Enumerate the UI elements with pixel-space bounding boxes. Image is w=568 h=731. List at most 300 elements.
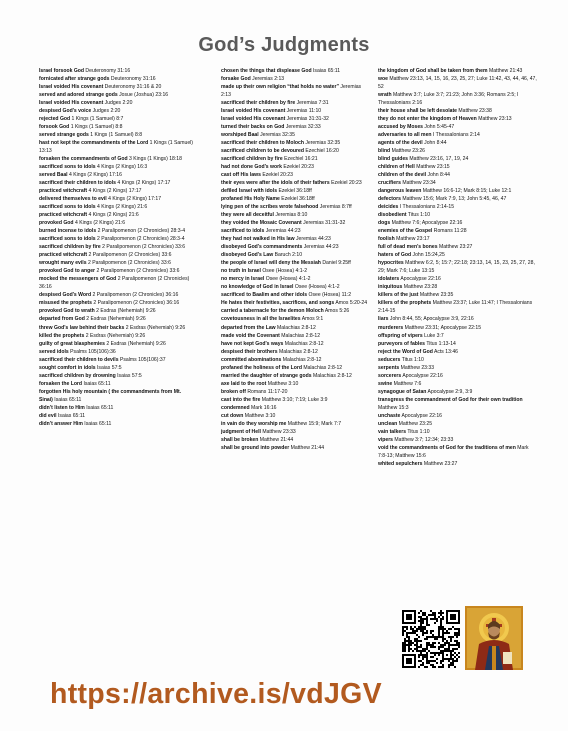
scripture-reference: 4 Kings (2 Kings) 21:6	[95, 204, 148, 211]
judgment-entry	[378, 251, 538, 259]
judgment-entry	[378, 340, 538, 348]
judgment-phrase: didn’t answer Him	[39, 420, 83, 427]
judgment-entry	[378, 356, 538, 364]
judgment-entry	[39, 171, 193, 179]
scripture-reference: Mark 7:8-13; Matthew 15:6	[378, 444, 529, 459]
judgment-phrase: no mercy in Israel	[221, 276, 265, 283]
judgment-entry	[221, 235, 368, 243]
scripture-reference: 2 Paralipomenon (2 Chronicles) 36:16	[91, 300, 180, 307]
scripture-reference: Isaias 65:11	[82, 420, 112, 427]
judgment-entry	[378, 187, 538, 195]
judgment-entry	[39, 83, 193, 91]
scripture-reference: 2 Paralipomenon (2 Chronicles) 33:6	[86, 260, 171, 267]
judgment-entry	[221, 259, 368, 267]
scripture-reference: Deuteronomy 31:16	[109, 76, 156, 83]
judgment-phrase: crucifiers	[378, 180, 401, 187]
judgment-phrase: practiced witchcraft	[39, 252, 88, 259]
judgment-phrase: He hates their festivities, sacrifices, and songs	[221, 300, 335, 307]
judgment-phrase: practiced witchcraft	[39, 188, 88, 195]
judgment-phrase: they do not enter the kingdom of Heaven	[378, 116, 477, 123]
judgment-phrase: Israel forsook God	[39, 68, 85, 74]
scripture-reference: Matthew 15:6; Mark 7:9, 13; John 5:45, 46, 47	[400, 196, 507, 203]
judgment-entry	[221, 380, 368, 388]
scripture-reference: Jeremias 44:23	[294, 236, 331, 243]
scripture-reference: Matthew 7:6	[392, 380, 422, 387]
judgment-phrase: idolaters	[378, 276, 400, 283]
judgment-entry	[221, 195, 368, 203]
scripture-reference: Matthew 23:26	[390, 148, 425, 155]
judgment-phrase: had not done God’s work	[221, 164, 282, 171]
judgment-phrase: serpents	[378, 364, 400, 371]
judgment-phrase: departed from the Law	[221, 324, 276, 331]
scripture-reference: Matthew 3:10	[243, 412, 276, 419]
judgment-entry	[378, 380, 538, 388]
judgment-entry	[39, 340, 193, 348]
judgment-entry	[39, 99, 193, 107]
judgment-phrase: profaned the holiness of the Lord	[221, 364, 302, 371]
judgment-phrase: agents of the devil	[378, 140, 423, 147]
judgment-entry	[221, 348, 368, 356]
qr-code-icon	[402, 610, 460, 668]
judgment-phrase: misused the prophets	[39, 300, 92, 307]
judgment-phrase: unchaste	[378, 412, 401, 419]
judgment-phrase: served strange gods	[39, 132, 89, 139]
judgment-entry	[378, 283, 538, 291]
scripture-reference: Matthew 23:37; Luke 11:47; I Thessalonians 2:14-15	[378, 300, 533, 315]
scripture-reference: Psalms 105(106):36	[68, 348, 116, 355]
judgment-entry	[221, 227, 368, 235]
scripture-reference: Deuteronomy 31:16 & 20	[103, 84, 162, 91]
judgment-phrase: adversaries to all men	[378, 132, 432, 139]
judgment-entry	[39, 380, 193, 388]
judgment-phrase: vain talkers	[378, 428, 407, 435]
judgment-phrase: delivered themselves to evil	[39, 196, 107, 203]
column-3	[378, 67, 538, 468]
judgment-entry	[221, 83, 368, 99]
judgment-entry	[221, 147, 368, 155]
judgment-entry	[378, 219, 538, 227]
column-2	[221, 67, 368, 452]
scripture-reference: Deuteronomy 31:16	[84, 68, 131, 74]
judgment-entry	[39, 115, 193, 123]
scripture-reference: 2 Esdras (Nehemiah) 9:26	[124, 324, 186, 331]
scripture-reference: Apocalypse 22:16	[399, 276, 441, 283]
judgment-phrase: sorcerers	[378, 372, 402, 379]
scripture-reference: Osee (Hosea) 4:1-2	[264, 276, 311, 283]
judgment-entry	[221, 171, 368, 179]
judgment-phrase: hypocrites	[378, 260, 404, 267]
judgment-entry	[39, 227, 193, 235]
judgment-phrase: dogs	[378, 220, 391, 227]
judgment-entry	[39, 91, 193, 99]
scripture-reference: 4 Kings (2 Kings) 17:17	[106, 196, 162, 203]
scripture-reference: John 8:44	[422, 140, 447, 147]
judgment-phrase: served idols	[39, 348, 69, 355]
judgment-phrase: no truth in Israel	[221, 268, 261, 275]
scripture-reference: Jeremias 8:10	[273, 212, 308, 219]
judgment-entry	[378, 412, 538, 420]
judgment-entry	[221, 203, 368, 211]
scripture-reference: Josue (Joshua) 23:16	[117, 92, 169, 99]
judgment-entry	[221, 219, 368, 227]
judgment-phrase: sacrificed children by fire	[221, 156, 283, 163]
judgment-phrase: sacrificed to idols	[221, 228, 265, 235]
scripture-reference: Psalms 105(106):37	[118, 356, 166, 363]
scripture-reference: Titus 1:10	[406, 428, 430, 435]
judgment-phrase: defectors	[378, 196, 401, 203]
judgment-phrase: did evil	[39, 412, 57, 419]
judgment-entry	[378, 131, 538, 139]
scripture-reference: Amos 9:1	[300, 316, 324, 323]
judgment-entry	[221, 163, 368, 171]
scripture-reference: Isaias 65:11	[82, 380, 111, 387]
judgment-entry	[378, 243, 538, 251]
judgment-phrase: forsaken the commandments of God	[39, 156, 128, 163]
scripture-reference: Jeremias 32:35	[258, 132, 295, 139]
scripture-reference: Matthew 15:9; Mark 7:7	[286, 420, 342, 427]
judgment-entry	[39, 123, 193, 131]
judgment-phrase: enemies of the Gospel	[378, 228, 433, 235]
judgment-entry	[221, 107, 368, 115]
scripture-reference: Titus 1:10	[406, 212, 431, 219]
judgment-phrase: have not kept God’s ways	[221, 340, 284, 347]
judgment-phrase: sacrificed sons to idols	[39, 204, 96, 211]
judgment-phrase: Israel voided His covenant	[39, 100, 104, 107]
judgment-phrase: Israel voided His covenant	[221, 108, 286, 115]
scripture-reference: 2 Esdras (Nehemiah) 9:26	[94, 308, 156, 315]
judgment-phrase: wrath	[378, 92, 392, 99]
scripture-reference: 2 Paralipomenon (2 Chronicles) 33:6	[95, 268, 180, 275]
scripture-reference: Matthew 23:27	[422, 460, 458, 467]
judgment-entry	[39, 163, 193, 171]
judgment-entry	[221, 115, 368, 123]
judgment-phrase: disobedient	[378, 212, 407, 219]
scripture-reference: Matthew 16:6-12; Mark 8:15; Luke 12:1	[421, 188, 512, 195]
judgment-phrase: sacrificed sons to idols	[39, 164, 96, 171]
scripture-reference: 2 Paralipomenon (2 Chronicles) 36:16	[91, 292, 179, 299]
judgment-entry	[221, 315, 368, 323]
scripture-reference: Titus 1:10	[400, 356, 424, 363]
judgment-entry	[378, 388, 538, 396]
judgment-phrase: their eyes were after the idols of their fathers	[221, 180, 330, 187]
judgment-entry	[39, 420, 193, 428]
scripture-reference: John 15:24,25	[411, 252, 445, 259]
judgment-entry	[39, 332, 193, 340]
judgment-phrase: liars	[378, 316, 389, 323]
judgment-entry	[378, 171, 538, 179]
judgment-entry	[221, 372, 368, 380]
judgment-phrase: they had not walked in His law	[221, 236, 295, 243]
judgment-phrase: served and adored strange gods	[39, 92, 118, 99]
judgment-entry	[378, 291, 538, 299]
judgment-entry	[39, 307, 193, 315]
judgment-entry	[39, 75, 193, 83]
judgment-phrase: whited sepulchers	[378, 460, 423, 467]
scripture-reference: Jeremias 32:35	[303, 140, 341, 147]
judgment-entry	[378, 315, 538, 323]
judgment-phrase: children of the devil	[378, 172, 427, 179]
scripture-reference: 1 Kings (1 Samuel) 13:13	[39, 140, 193, 155]
judgment-entry	[378, 428, 538, 436]
scripture-reference: Ezekiel 20:23	[281, 164, 314, 171]
judgment-entry	[39, 324, 193, 332]
scripture-reference: Malachias 2:8-12	[301, 364, 343, 371]
judgment-entry	[39, 275, 193, 291]
judgment-phrase: haters of God	[378, 252, 412, 259]
judgment-entry	[378, 75, 538, 91]
scripture-reference: I Thessalonians 2:14-15	[398, 204, 455, 211]
judgment-phrase: departed from God	[39, 316, 85, 323]
scripture-reference: Acts 13:46	[432, 348, 459, 355]
scripture-reference: Malachias 2:8-12	[311, 372, 352, 379]
scripture-reference: Osee (Hosea) 4:1-2	[293, 284, 340, 291]
scripture-reference: Jeremias 2:13	[250, 76, 285, 83]
judgment-entry	[221, 436, 368, 444]
archive-url-link[interactable]: https://archive.is/vdJGV	[50, 678, 382, 710]
judgment-entry	[39, 203, 193, 211]
scripture-reference: Matthew 23:25	[397, 420, 433, 427]
judgment-phrase: burned incense to idols	[39, 228, 97, 235]
scripture-reference: 2 Paralipomenon (2 Chronicles) 33:6	[100, 244, 186, 251]
scripture-reference: I Thessalonians 2:14	[431, 132, 480, 139]
judgment-entry	[39, 219, 193, 227]
judgment-entry	[39, 155, 193, 163]
judgment-entry	[378, 115, 538, 123]
judgment-entry	[39, 107, 193, 115]
scripture-reference: Isaias 57:5	[95, 364, 122, 371]
judgment-phrase: transgress the commandment of God for their own tradition	[378, 396, 523, 403]
scripture-reference: John 8:44, 55; Apocalypse 3:9, 22:16	[388, 316, 474, 323]
judgment-phrase: reject the Word of God	[378, 348, 433, 355]
judgment-phrase: judgment of Hell	[221, 428, 261, 435]
judgment-entry	[39, 267, 193, 275]
scripture-reference: 4 Kings (2 Kings) 17:17	[116, 180, 171, 187]
judgment-phrase: sacrificed children by fire	[39, 244, 101, 251]
scripture-reference: Amos 5:20-24	[334, 300, 368, 307]
judgment-phrase: hast not kept the commandments of the Lord	[39, 140, 149, 147]
scripture-reference: 2 Paralipomenon (2 Chronicles) 36:16	[39, 276, 190, 291]
judgment-entry	[221, 123, 368, 131]
judgment-phrase: blind guides	[378, 156, 408, 163]
judgment-entry	[378, 324, 538, 332]
judgment-phrase: void the commandments of God for the traditions of men	[378, 444, 516, 451]
scripture-reference: Isaias 65:11	[52, 396, 82, 403]
judgment-entry	[39, 404, 193, 412]
judgment-phrase: made up their own religion “that holds no water”	[221, 84, 340, 91]
scripture-reference: Jeremias 7:31	[295, 100, 329, 107]
judgment-entry	[39, 131, 193, 139]
judgment-phrase: sacrificed their children to devils	[39, 356, 119, 363]
scripture-reference: 4 Kings (2 Kings) 17:17	[87, 188, 142, 195]
judgment-phrase: despised their brothers	[221, 348, 278, 355]
judgment-phrase: married the daughter of strange gods	[221, 372, 312, 379]
judgment-phrase: Israel voided His covenant	[39, 84, 104, 91]
scripture-reference: Titus 1:13-14	[425, 340, 456, 347]
judgment-phrase: children of Hell	[378, 164, 415, 171]
scripture-reference: Matthew 23:34	[400, 180, 436, 187]
judgment-entry	[39, 372, 193, 380]
judgment-entry	[39, 412, 193, 420]
judgment-phrase: made void the Covenant	[221, 332, 280, 339]
judgment-phrase: unclean	[378, 420, 398, 427]
scripture-reference: Matthew 3:10	[266, 380, 299, 387]
judgment-entry	[378, 275, 538, 283]
judgment-entry	[378, 67, 538, 75]
judgment-phrase: forsaken the Lord	[39, 380, 83, 387]
judgment-entry	[378, 299, 538, 315]
judgment-phrase: covetousness in all the Israelites	[221, 316, 301, 323]
judgment-entry	[378, 364, 538, 372]
judgment-entry	[39, 139, 193, 155]
judgment-phrase: turned their backs on God	[221, 124, 285, 131]
judgment-entry	[39, 299, 193, 307]
scripture-reference: 2 Esdras (Nehemiah) 9:26	[104, 340, 166, 347]
judgment-phrase: swine	[378, 380, 393, 387]
judgment-entry	[221, 155, 368, 163]
judgment-phrase: foolish	[378, 236, 395, 243]
judgment-entry	[39, 251, 193, 259]
judgment-entry	[221, 307, 368, 315]
scripture-reference: Jeremias 31:31-32	[301, 220, 346, 227]
judgment-entry	[39, 388, 193, 404]
judgment-entry	[39, 195, 193, 203]
judgment-phrase: shall be ground into powder	[221, 444, 290, 451]
judgment-phrase: mocked the messengers of God	[39, 276, 117, 283]
judgment-phrase: forsake God	[221, 76, 251, 83]
judgment-entry	[221, 251, 368, 259]
judgment-phrase: provoked God to anger	[39, 268, 96, 275]
scripture-reference: Osee (Hosea) 4:1-2	[260, 268, 308, 275]
judgment-phrase: sacrificed sons to idols	[39, 236, 96, 243]
judgment-entry	[221, 324, 368, 332]
judgment-phrase: broken off	[221, 388, 246, 395]
judgment-entry	[378, 460, 538, 468]
judgment-phrase: threw God’s law behind their backs	[39, 324, 125, 331]
judgment-entry	[378, 139, 538, 147]
judgment-entry	[378, 195, 538, 203]
scripture-reference: Isaias 65:11	[56, 412, 86, 419]
judgment-phrase: killers of the prophets	[378, 300, 432, 307]
judgment-phrase: carried a tabernacle for the demon Moloch	[221, 308, 324, 315]
judgment-phrase: cast into the fire	[221, 396, 261, 403]
judgment-entry	[221, 396, 368, 404]
judgment-entry	[221, 75, 368, 83]
judgment-phrase: in vain do they worship me	[221, 420, 287, 427]
judgment-phrase: rejected God	[39, 116, 71, 123]
scripture-reference: Matthew 23:13, 14, 15, 16, 23, 25, 27; Luke 11:42, 43, 44, 46, 47, 52	[378, 76, 537, 91]
scripture-reference: John 5:45-47	[423, 124, 455, 131]
judgment-phrase: they voided the Mosaic Covenant	[221, 220, 302, 227]
scripture-reference: Malachias 2:8-12	[277, 348, 318, 355]
scripture-reference: Jeremias 11:10	[285, 108, 322, 115]
scripture-reference: 3 Kings (1 Kings) 18:18	[127, 156, 182, 163]
judgment-phrase: purveyors of fables	[378, 340, 425, 347]
scripture-reference: Isaias 57:5	[115, 372, 142, 379]
judgment-phrase: full of dead men’s bones	[378, 244, 438, 251]
judgment-entry	[221, 243, 368, 251]
scripture-reference: 1 Kings (1 Samuel) 8:7	[70, 116, 124, 123]
scripture-reference: Amos 5:26	[323, 308, 350, 315]
judgment-entry	[221, 388, 368, 396]
judgment-phrase: sacrificed children by drowning	[39, 372, 116, 379]
judgment-entry	[39, 67, 193, 75]
judgment-phrase: sought comfort in idols	[39, 364, 96, 371]
scripture-reference: Malachias 2:8-12	[281, 356, 322, 363]
judgment-phrase: offspring of vipers	[378, 332, 423, 339]
scripture-reference: Ezekiel 20:23	[329, 180, 362, 187]
judgment-entry	[221, 291, 368, 299]
judgment-entry	[39, 235, 193, 243]
scripture-reference: Malachias 2:8-12	[283, 340, 324, 347]
judgment-phrase: didn’t listen to Him	[39, 404, 85, 411]
judgment-entry	[221, 404, 368, 412]
scripture-reference: Isaias 65:11	[311, 68, 341, 74]
religious-icon	[465, 606, 523, 670]
judgment-phrase: condemned	[221, 404, 250, 411]
scripture-reference: Matthew 23:38	[456, 108, 492, 115]
judgment-entry	[221, 332, 368, 340]
scripture-reference: 1 Kings (1 Samuel) 8:8	[88, 132, 143, 139]
scripture-reference: 2 Esdras (Nehemiah) 9:26	[84, 332, 146, 339]
scripture-reference: 2 Paralipomenon (2 Chronicles) 28:3-4	[96, 228, 186, 235]
judgment-entry	[221, 67, 368, 75]
judgment-entry	[39, 315, 193, 323]
scripture-reference: Matthew 23:16, 17, 19, 24	[408, 156, 469, 163]
judgment-entry	[221, 187, 368, 195]
judgment-phrase: served Baal	[39, 172, 68, 179]
judgment-phrase: axe laid to the root	[221, 380, 267, 387]
judgment-phrase: murderers	[378, 324, 404, 331]
scripture-reference: Matthew 7:6; Apocalypse 22:16	[390, 220, 463, 227]
scripture-reference: 4 Kings (2 Kings) 21:6	[73, 220, 126, 227]
judgment-entry	[221, 211, 368, 219]
judgment-entry	[221, 275, 368, 283]
judgment-phrase: lying pen of the scribes wrote falsehood	[221, 204, 319, 211]
judgment-phrase: provoked God	[39, 220, 74, 227]
judgment-phrase: worshiped Baal	[221, 132, 259, 139]
scripture-reference: Jeremias 2:13	[221, 84, 362, 99]
judgment-phrase: disobeyed God’s Law	[221, 252, 274, 259]
judgment-entry	[378, 91, 538, 107]
judgment-phrase: sacrificed to Baalim and other idols	[221, 292, 308, 299]
judgment-phrase: the people of Israel will deny the Messiah	[221, 260, 321, 267]
judgment-entry	[221, 131, 368, 139]
scripture-reference: Jeremias 8:7ff	[318, 204, 352, 211]
judgment-phrase: shall be broken	[221, 436, 259, 443]
judgment-entry	[39, 259, 193, 267]
judgment-phrase: accused by Moses	[378, 124, 424, 131]
judgment-phrase: woe	[378, 76, 388, 83]
scripture-reference: Malachias 2:8-12	[275, 324, 316, 331]
scripture-reference: Matthew 23:17	[394, 236, 430, 243]
judgment-entry	[221, 412, 368, 420]
judgment-phrase: killed the prophets	[39, 332, 85, 339]
scripture-reference: 1 Kings (1 Samuel) 8:8	[69, 124, 123, 131]
judgment-entry	[221, 364, 368, 372]
judgment-entry	[378, 259, 538, 275]
judgment-entry	[378, 420, 538, 428]
judgment-entry	[378, 332, 538, 340]
judgment-phrase: forgotten His holy mountain ( the commandments from Mt. Sinai)	[39, 388, 182, 403]
judgment-entry	[378, 348, 538, 356]
judgment-phrase: committed abominations	[221, 356, 282, 363]
scripture-reference: Matthew 21:44	[289, 444, 325, 451]
scripture-reference: Ezekiel 20:23	[260, 172, 293, 179]
judgment-entry	[39, 187, 193, 195]
scripture-reference: Matthew 23:27	[437, 244, 473, 251]
scripture-reference: Malachias 2:8-12	[279, 332, 321, 339]
judgment-entry	[378, 107, 538, 115]
